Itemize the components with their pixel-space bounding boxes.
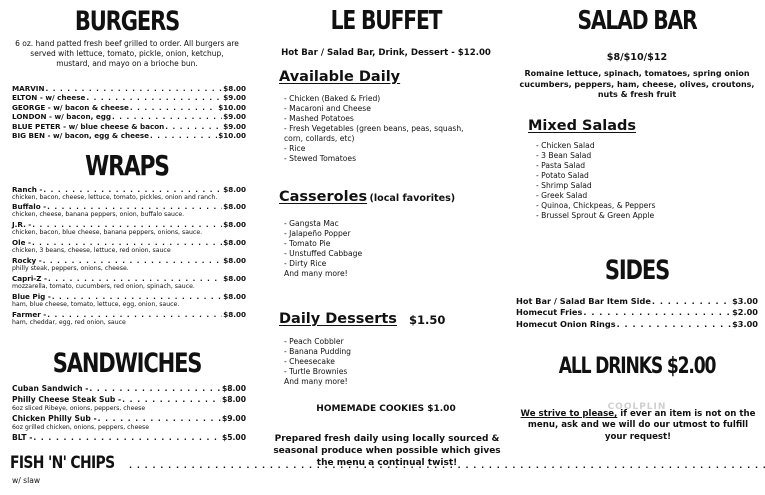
menu-item-price: $8.00 <box>223 274 246 284</box>
menu-item-name: Capri-Z - <box>12 274 47 284</box>
casseroles-list <box>284 219 362 279</box>
buffet-column <box>266 0 506 495</box>
menu-item-name: Cuban Sandwich - <box>12 384 89 393</box>
list-item: - Cheesecake <box>284 356 335 366</box>
burgers-wraps-column <box>8 0 246 495</box>
dot-leader <box>47 202 222 211</box>
list-item: - Banana Pudding <box>284 346 352 356</box>
menu-item-name: LONDON - w/ bacon, egg <box>12 112 112 121</box>
dot-leader <box>52 292 222 301</box>
dot-leader <box>43 256 223 265</box>
menu-item-name: MARVIN <box>12 83 45 93</box>
menu-item-name: Buffalo - <box>12 202 47 212</box>
list-item: - Turtle Brownies <box>284 366 348 376</box>
menu-item-name: J.R. - <box>12 220 32 230</box>
desserts-title: Daily Desserts <box>279 311 397 327</box>
list-item: - Jalapeño Popper <box>284 228 351 238</box>
salad-bar-description: Romaine lettuce, spinach, tomatoes, spring onion cucumbers, peppers, ham, cheese, olives, croutons, nuts & fresh fruit <box>519 69 755 100</box>
menu-item-row <box>12 220 246 229</box>
wrap-list <box>12 183 272 327</box>
dot-leader <box>652 296 731 306</box>
menu-item-name: Philly Cheese Steak Sub - <box>12 395 122 405</box>
menu-item-price: $3.00 <box>732 295 758 306</box>
menu-item-row <box>12 395 246 404</box>
menu-item-row <box>12 202 246 211</box>
menu-item-row <box>12 433 246 442</box>
dot-leader <box>98 414 221 423</box>
menu-item-row <box>12 185 246 194</box>
menu-item-name: Chicken Philly Sub - <box>12 414 97 424</box>
menu-item-row <box>12 103 246 112</box>
list-item: - Peach Cobbler <box>284 337 344 346</box>
menu-item-name: Farmer - <box>12 310 47 320</box>
list-item: - Brussel Sprout & Green Apple <box>536 210 655 220</box>
menu-item-row <box>12 131 246 140</box>
menu-item-name: BIG BEN - w/ bacon, egg & cheese <box>12 131 149 140</box>
menu-item-price: $8.00 <box>223 310 246 320</box>
sides-list <box>516 294 758 329</box>
burgers-description: 6 oz. hand patted fresh beef grilled to order. All burgers are served with lettuce, tomato, pickle, onion, ketchup, mustard, and mayo on a brioche bun. <box>15 39 239 68</box>
menu-item-name: GEORGE - w/ bacon & cheese <box>12 102 129 112</box>
dot-leader <box>122 395 221 404</box>
menu-item-price: $2.00 <box>732 307 758 318</box>
menu-item-description: 6oz grilled chicken, onions, peppers, cheese <box>12 423 150 431</box>
menu-item-price: $8.00 <box>221 384 246 393</box>
wraps-title: WRAPS <box>85 149 169 182</box>
all-drinks: ALL DRINKS $2.00 <box>558 354 716 379</box>
menu-item-row <box>12 384 246 393</box>
menu-item-row <box>12 256 246 265</box>
dot-leader <box>617 319 732 329</box>
list-item: - Tomato Pie <box>284 238 331 248</box>
menu-item-name: Homecut Fries <box>516 307 583 318</box>
menu-item-row <box>516 319 758 329</box>
closing-rest: if ever an item is not on the menu, ask and we will do our utmost to fulfill your request! <box>527 409 756 442</box>
menu-item-row <box>12 122 246 131</box>
menu-item-description: chicken, cheese, banana peppers, onion, buffalo sauce. <box>12 211 185 219</box>
list-item: - Unstuffed Cabbage <box>284 248 363 258</box>
available-daily-list <box>284 94 464 164</box>
menu-item-name: Hot Bar / Salad Bar Item Side <box>516 295 651 306</box>
list-item: - Quinoa, Chickpeas, & Peppers <box>536 200 656 210</box>
list-item: - Shrimp Salad <box>536 180 592 190</box>
casseroles-title: Casseroles <box>279 189 368 205</box>
menu-item-name: BLUE PETER - w/ blue cheese & bacon <box>12 121 165 131</box>
dot-leader <box>32 238 222 247</box>
menu-item-row <box>516 307 758 317</box>
sandwich-list <box>12 382 272 443</box>
menu-item-description: ham, cheddar, egg, red onion, sauce <box>12 319 126 327</box>
menu-item-description: ham, blue cheese, tomato, lettuce, egg, onion, sauce. <box>12 301 180 309</box>
casseroles-note: (local favorites) <box>369 193 456 204</box>
menu-item-name: ELTON - w/ cheese <box>12 93 86 102</box>
menu-item-row <box>12 93 246 102</box>
list-item: - 3 Bean Salad <box>536 150 592 160</box>
menu-item-row <box>12 84 246 93</box>
menu-item-price: $8.00 <box>223 202 246 212</box>
menu-item-price: $9.00 <box>223 121 246 131</box>
mixed-salads-list <box>536 141 655 221</box>
dot-leader <box>150 131 217 140</box>
menu-item-price: $10.00 <box>218 131 246 140</box>
sides-title: SIDES <box>604 255 670 286</box>
list-item: - Fresh Vegetables (green beans, peas, squash, <box>284 123 464 133</box>
dot-leader <box>583 307 731 317</box>
list-item: - Dirty Rice <box>284 258 327 268</box>
list-item: - Macaroni and Cheese <box>284 103 371 113</box>
dot-leader <box>43 185 222 194</box>
fish-note: w/ slaw <box>12 476 41 485</box>
list-item: - Mashed Potatoes <box>284 113 354 123</box>
fish-row <box>10 453 270 474</box>
burgers-title: BURGERS <box>74 6 180 37</box>
dot-leader <box>86 93 222 102</box>
homemade-cookies: HOMEMADE COOKIES $1.00 <box>316 404 456 414</box>
dot-leader <box>33 433 221 442</box>
menu-item-description: mozzarella, tomato, cucumbers, red onion, spinach, sauce. <box>12 283 195 291</box>
sandwiches-title: SANDWICHES <box>52 348 202 379</box>
list-item: - Stewed Tomatoes <box>284 153 357 163</box>
list-item: And many more! <box>284 376 348 386</box>
menu-item-name: Rocky - <box>12 256 42 266</box>
buffet-footer: Prepared fresh daily using locally sourced & seasonal produce when possible which gives the menu a continual twist! <box>273 434 501 468</box>
menu-item-name: Ranch - <box>12 184 43 194</box>
menu-item-description: philly steak, peppers, onions, cheese. <box>12 265 129 273</box>
menu-item-description: chicken, bacon, cheese, lettuce, tomato, pickles, onion and ranch. <box>12 193 218 201</box>
menu-item-price: $8.00 <box>223 83 246 93</box>
desserts-heading <box>279 310 397 328</box>
dot-leader <box>89 384 221 393</box>
menu-item-row <box>12 274 246 283</box>
menu-item-price: $9.00 <box>223 93 246 102</box>
desserts-price: $1.50 <box>409 313 446 327</box>
salad-bar-title: SALAD BAR <box>577 6 697 36</box>
menu-item-row <box>12 310 246 319</box>
dot-leader <box>48 274 222 283</box>
menu-item-row <box>12 112 246 121</box>
salad-sides-column <box>514 0 760 495</box>
menu-item-price: $3.00 <box>732 319 758 329</box>
list-item: - Potato Salad <box>536 170 589 180</box>
fish-title: FISH 'N' CHIPS <box>10 453 115 473</box>
list-item: - Rice <box>284 143 306 153</box>
menu-item-price: $10.00 <box>218 102 246 112</box>
menu-item-name: Blue Pig - <box>12 292 51 302</box>
menu-item-price: $9.00 <box>221 414 246 424</box>
list-item: - Gangsta Mac <box>284 219 339 228</box>
dot-leader <box>47 310 222 319</box>
salad-bar-prices: $8/$10/$12 <box>606 52 668 63</box>
menu-item-price: $8.00 <box>223 256 246 266</box>
menu-item-name: Ole - <box>12 238 31 248</box>
menu-item-row <box>12 238 246 247</box>
dot-leader <box>112 112 222 121</box>
menu-item-price: $8.00 <box>223 292 246 302</box>
menu-item-row <box>12 414 246 423</box>
dot-leader <box>165 122 222 131</box>
menu-item-price: $8.00 <box>223 238 246 248</box>
menu-item-name: Homecut Onion Rings <box>516 319 616 329</box>
mixed-salads-title: Mixed Salads <box>528 118 637 134</box>
list-item: And many more! <box>284 268 348 278</box>
menu-item-price: $8.00 <box>223 220 246 230</box>
menu-item-price: $8.00 <box>223 184 246 194</box>
menu-item-description: chicken, 3 beans, cheese, lettuce, red onion, sauce <box>12 247 171 255</box>
casseroles-heading <box>279 188 455 206</box>
available-daily-title: Available Daily <box>279 69 401 85</box>
menu-item-name: BLT - <box>12 433 33 443</box>
menu-item-price: $5.00 <box>221 433 246 443</box>
menu-item-price: $8.00 <box>221 395 246 405</box>
list-item: - Chicken (Baked & Fried) <box>284 94 381 103</box>
watermark-text: COOLPLIN <box>607 402 667 412</box>
menu-item-description: chicken, bacon, blue cheese, banana peppers, onions, sauce. <box>12 229 203 237</box>
closing-note <box>516 409 760 443</box>
buffet-intro: Hot Bar / Salad Bar, Drink, Dessert - $12.00 <box>281 48 491 58</box>
dot-leader <box>32 220 222 229</box>
menu-item-row <box>516 296 758 306</box>
buffet-title: LE BUFFET <box>330 6 442 36</box>
burger-list <box>12 83 272 140</box>
menu-item-description: 6oz sliced Ribeye, onions, peppers, cheese <box>12 404 146 412</box>
list-item: - Greek Salad <box>536 190 588 200</box>
list-item: - Pasta Salad <box>536 160 586 170</box>
dot-leader <box>46 84 223 93</box>
closing-lead: We strive to please, <box>520 409 618 419</box>
menu-item-row <box>12 292 246 301</box>
desserts-list <box>284 337 351 387</box>
list-item: corn, collards, etc) <box>284 133 355 143</box>
list-item: - Chicken Salad <box>536 141 595 150</box>
menu-item-price: $9.00 <box>223 112 246 121</box>
dot-leader <box>130 103 217 112</box>
